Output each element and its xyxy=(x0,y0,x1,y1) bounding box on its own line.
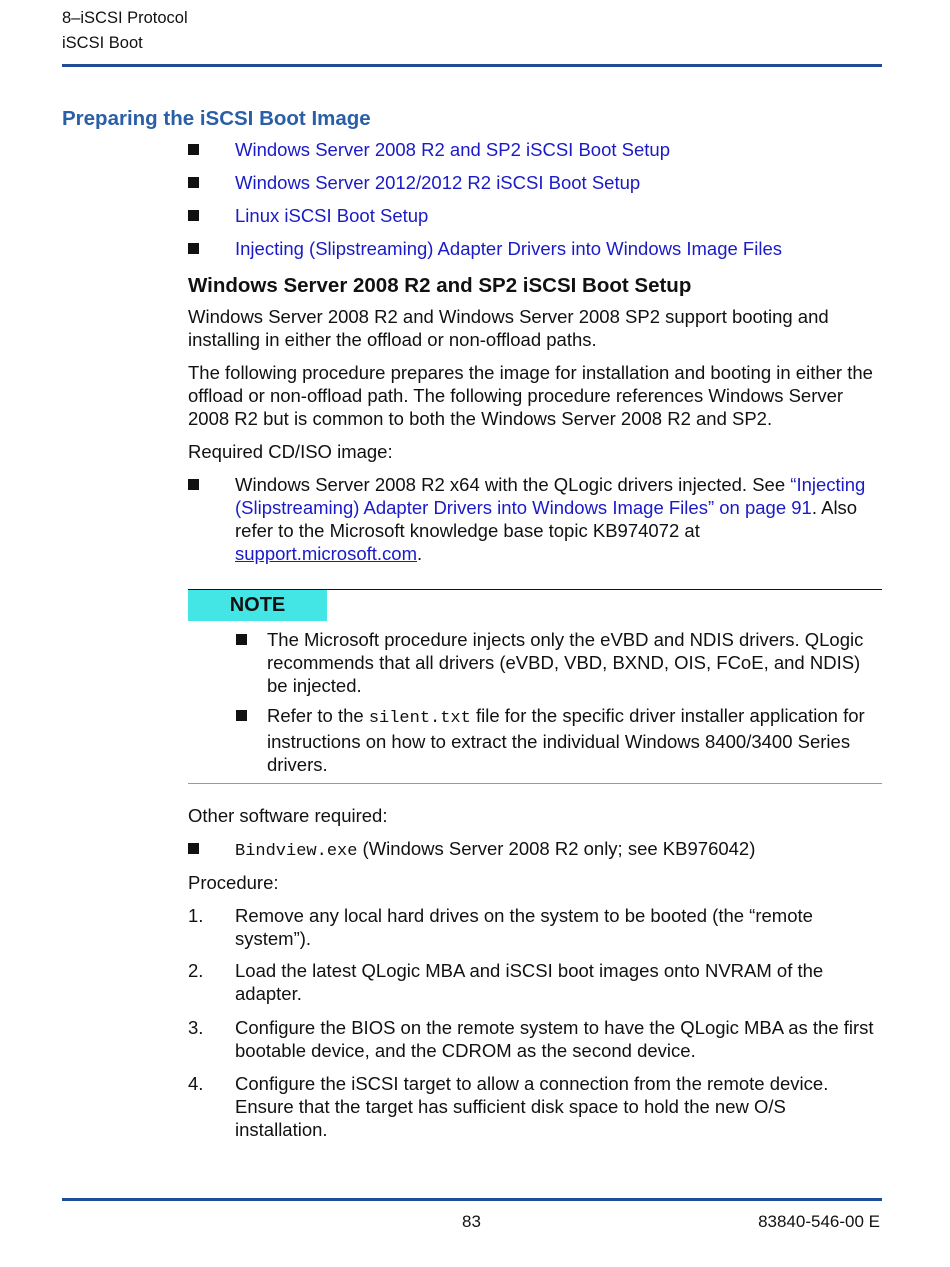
toc-link-injecting-drivers[interactable]: Injecting (Slipstreaming) Adapter Drivers into Windows Image Files xyxy=(235,238,782,259)
bullet-square-icon xyxy=(236,710,247,721)
step-number: 4. xyxy=(188,1073,204,1094)
paragraph: Windows Server 2008 R2 and Windows Server 2008 SP2 support booting and installing in either the offload or non-offload paths. xyxy=(188,306,829,350)
toc-link-linux[interactable]: Linux iSCSI Boot Setup xyxy=(235,205,429,226)
toc-link-windows-2012[interactable]: Windows Server 2012/2012 R2 iSCSI Boot Setup xyxy=(235,172,641,193)
note-rule-bottom xyxy=(188,783,882,784)
support-microsoft-link[interactable]: support.microsoft.com xyxy=(235,543,417,564)
step-text: Configure the iSCSI target to allow a connection from the remote device. Ensure that the target has sufficient disk space to hold the new O/S installation. xyxy=(235,1073,829,1140)
header-rule xyxy=(62,64,882,67)
note-item-text xyxy=(267,704,882,776)
section-title: Preparing the iSCSI Boot Image xyxy=(62,107,371,130)
step-number: 3. xyxy=(188,1017,204,1038)
document-id: 83840-546-00 E xyxy=(758,1212,880,1231)
required-text-2: . Also refer to the Microsoft knowledge base topic KB974072 at xyxy=(235,497,858,541)
subsection-title: Windows Server 2008 R2 and SP2 iSCSI Boot Setup xyxy=(188,274,692,297)
footer-rule xyxy=(62,1198,882,1201)
bullet-square-icon xyxy=(188,210,199,221)
bindview-code: Bindview.exe xyxy=(235,842,358,861)
bindview-desc: (Windows Server 2008 R2 only; see KB976042) xyxy=(357,838,756,859)
bullet-square-icon xyxy=(236,634,247,645)
bullet-square-icon xyxy=(188,177,199,188)
silent-txt-code: silent.txt xyxy=(368,709,471,728)
note-item-text: The Microsoft procedure injects only the eVBD and NDIS drivers. QLogic recommends that all drivers (eVBD, VBD, BXND, OIS, FCoE, and NDIS) be injected. xyxy=(267,629,864,696)
other-software-label: Other software required: xyxy=(188,805,388,826)
page-number: 83 xyxy=(462,1212,481,1231)
required-text-3: . xyxy=(416,543,423,564)
bullet-square-icon xyxy=(188,144,199,155)
required-text-1: Windows Server 2008 R2 x64 with the QLogic drivers injected. See xyxy=(235,474,791,495)
xref-injecting-drivers-link[interactable]: “Injecting (Slipstreaming) Adapter Drivers into Windows Image Files” on page 91 xyxy=(235,474,866,518)
header-chapter: 8–iSCSI Protocol xyxy=(62,9,188,27)
other-software-text xyxy=(235,837,882,863)
required-item-text xyxy=(235,473,882,565)
bullet-square-icon xyxy=(188,243,199,254)
step-text: Remove any local hard drives on the system to be booted (the “remote system”). xyxy=(235,905,813,949)
bullet-square-icon xyxy=(188,843,199,854)
note-text-post: file for the specific driver installer application for instructions on how to extract the individual Windows 8400/3400 Series drivers. xyxy=(267,705,865,775)
toc-link-windows-2008[interactable]: Windows Server 2008 R2 and SP2 iSCSI Boot Setup xyxy=(235,139,670,160)
note-label: NOTE xyxy=(188,590,327,621)
procedure-label: Procedure: xyxy=(188,872,279,893)
step-text: Load the latest QLogic MBA and iSCSI boot images onto NVRAM of the adapter. xyxy=(235,960,824,1004)
running-header xyxy=(62,6,188,56)
bullet-square-icon xyxy=(188,479,199,490)
paragraph: The following procedure prepares the image for installation and booting in either the offload or non-offload path. The following procedure references Windows Server 2008 R2 but is common to both the Windows Server 2008 R2 and SP2. xyxy=(188,362,873,429)
note-text-pre: Refer to the xyxy=(267,705,369,726)
header-section: iSCSI Boot xyxy=(62,34,143,52)
step-text: Configure the BIOS on the remote system to have the QLogic MBA as the first bootable device, and the CDROM as the second device. xyxy=(235,1017,874,1061)
step-number: 1. xyxy=(188,905,204,926)
step-number: 2. xyxy=(188,960,204,981)
required-label: Required CD/ISO image: xyxy=(188,441,393,462)
